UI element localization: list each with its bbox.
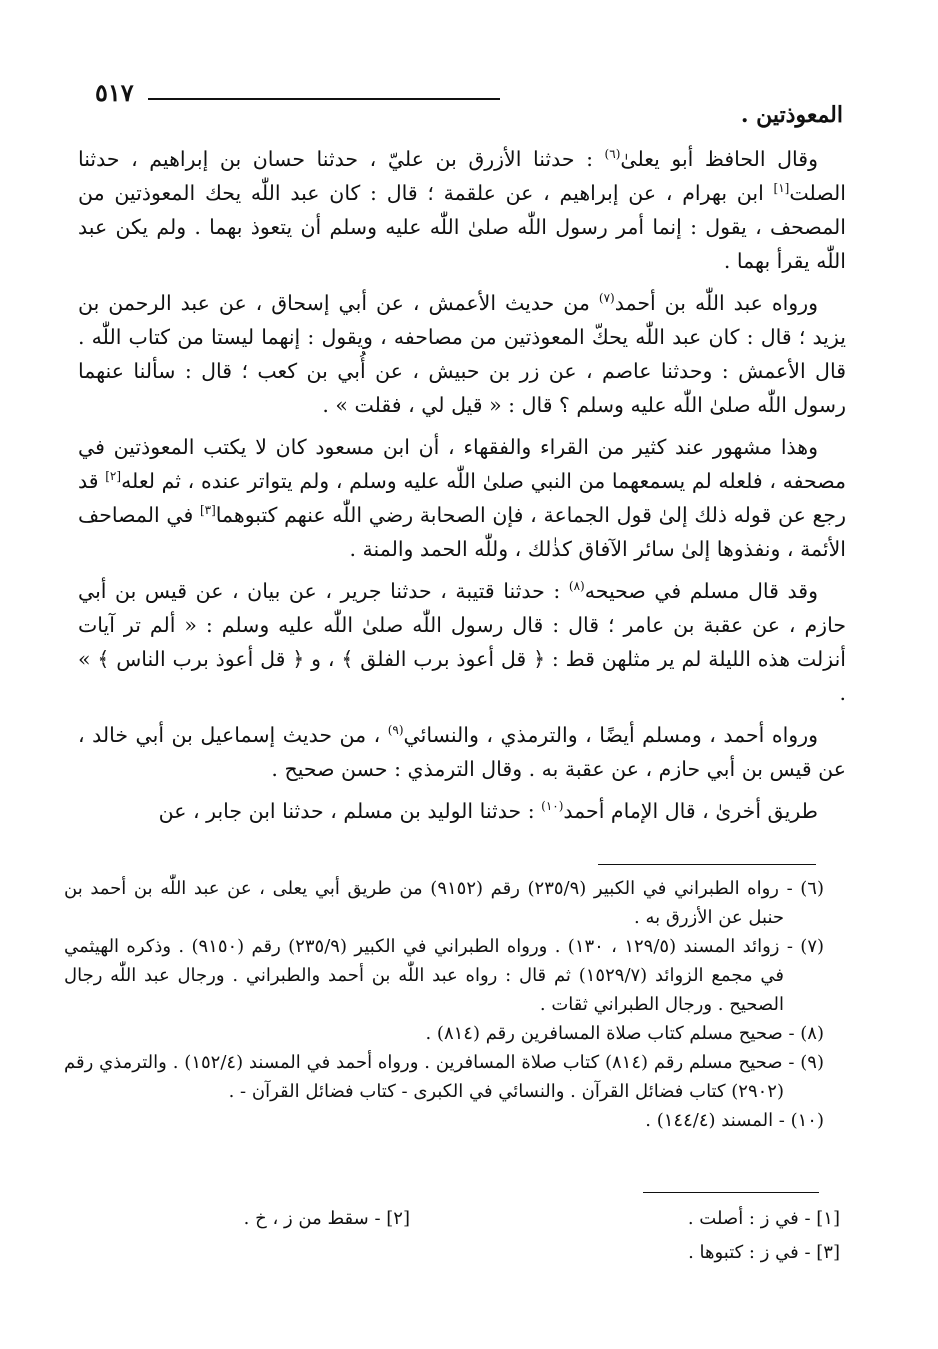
footnote-9: (٩) - صحيح مسلم رقم (٨١٤) كتاب صلاة المسافرين . ورواه أحمد في المسند (١٥٢/٤) . والترمذي رقم (٢٩٠٢) كتاب فضائل القرآن . والنسائي في الكبرى - كتاب فضائل القرآن - . — [64, 1052, 824, 1102]
paragraph-5: ورواه أحمد ، ومسلم أيضًا ، والترمذي ، والنسائي$^{(٩)}$ ، من حديث إسماعيل بن أبي خالد ، عن قيس بن أبي حازم ، عن عقبة به . وقال الترمذي : حسن صحيح . — [78, 723, 846, 781]
page-number: ٥١٧ — [95, 78, 134, 107]
editor-notes-rule — [643, 1192, 819, 1193]
footnote-ref: (١٠) — [541, 799, 564, 814]
paragraph-4: وقد قال مسلم في صحيحه$^{(٨)}$ : حدثنا قتيبة ، حدثنا جرير ، عن بيان ، عن قيس بن أبي حازم ، عن عقبة بن عامر ؛ قال : قال رسول اللّٰه صلىٰ اللّٰه عليه وسلم : « ألم تر آيات أنزلت هذه الليلة لم ير مثلهن قط : ﴿ قل أعوذ برب الفلق ﴾ ، و ﴿ قل أعوذ برب الناس ﴾ » . — [78, 579, 846, 705]
footnote-10: (١٠) - المسند (١٤٤/٤) . — [645, 1110, 824, 1131]
editor-note-ref: [٣] — [199, 503, 216, 518]
editor-note-ref: [١] — [773, 181, 790, 196]
paragraph-2: ورواه عبد اللّٰه بن أحمد$^{(٧)}$ من حديث الأعمش ، عن أبي إسحاق ، عن عبد الرحمن بن يزيد ؛ قال : كان عبد اللّٰه يحكّ المعوذتين من مصاحفه ، ويقول : إنهما ليستا من كتاب اللّٰه . قال الأعمش : وحدثنا عاصم ، عن زر بن حبيش ، عن أُبي بن كعب ؛ قال : سألنا عنهما رسول اللّٰه صلىٰ اللّٰه عليه وسلم ؟ قال : « قيل لي ، فقلت » . — [78, 291, 846, 417]
paragraph-3: وهذا مشهور عند كثير من القراء والفقهاء ، أن ابن مسعود كان لا يكتب المعوذتين في مصحفه ، فلعله لم يسمعهما من النبي صلىٰ اللّٰه عليه وسلم ، ولم يتواتر عنده ، ثم لعله[٢] قد رجع عن قوله ذلك إلىٰ قول الجماعة ، فإن الصحابة رضي اللّٰه عنهم كتبوهما[٣] في المصاحف الأئمة ، ونفذوها إلىٰ سائر الآفاق كذٰلك ، وللّٰه الحمد والمنة . — [78, 435, 846, 561]
footnotes — [64, 874, 824, 1135]
footnote-ref: (٩) — [387, 723, 404, 738]
header-rule — [148, 98, 500, 100]
editor-note-2: [٢] - سقط من ز ، خ . — [243, 1208, 410, 1229]
footnote-ref: (٨) — [568, 579, 585, 594]
footnote-8: (٨) - صحيح مسلم كتاب صلاة المسافرين رقم (٨١٤) . — [425, 1023, 824, 1044]
footnote-rule — [598, 864, 816, 865]
footnote-ref: (٧) — [598, 291, 615, 306]
main-text — [78, 142, 846, 836]
paragraph-6: طريق أخرىٰ ، قال الإمام أحمد$^{(١٠)}$ : حدثنا الوليد بن مسلم ، حدثنا ابن جابر ، عن — [158, 799, 818, 823]
paragraph-1: وقال الحافظ أبو يعلىٰ$^{(٦)}$ : حدثنا الأزرق بن عليّ ، حدثنا حسان بن إبراهيم ، حدثنا الصلت[١] ابن بهرام ، عن إبراهيم ، عن علقمة ؛ قال : كان عبد اللّٰه يحك المعوذتين من المصحف ، يقول : إنما أمر رسول اللّٰه صلىٰ اللّٰه عليه وسلم أن يتعوذ بهما . ولم يكن عبد اللّٰه يقرأ بهما . — [78, 147, 846, 273]
footnote-7: (٧) - زوائد المسند (١٢٩/٥ ، ١٣٠) . ورواه الطبراني في الكبير (٢٣٥/٩) رقم (٩١٥٠) . وذكره الهيثمي في مجمع الزوائد (١٥٢٩/٧) ثم قال : رواه عبد اللّٰه بن أحمد والطبراني . ورجال عبد اللّٰه رجال الصحيح . ورجال الطبراني ثقات . — [64, 936, 825, 1015]
footnote-6: (٦) - رواه الطبراني في الكبير (٢٣٥/٩) رقم (٩١٥٢) من طريق أبي يعلى ، عن عبد اللّٰه بن أحمد بن حنبل عن الأزرق به . — [64, 878, 824, 928]
page-header — [0, 70, 938, 130]
footnote-ref: (٦) — [604, 147, 621, 162]
editor-note-ref: [٢] — [105, 469, 122, 484]
editor-notes-left — [150, 1202, 410, 1236]
running-title: المعوذتين . — [740, 102, 843, 128]
editor-note-1: [١] - في ز : أصلت . — [687, 1208, 840, 1229]
editor-notes-right — [540, 1202, 840, 1270]
editor-note-3: [٣] - في ز : كتبوها . — [688, 1242, 840, 1263]
